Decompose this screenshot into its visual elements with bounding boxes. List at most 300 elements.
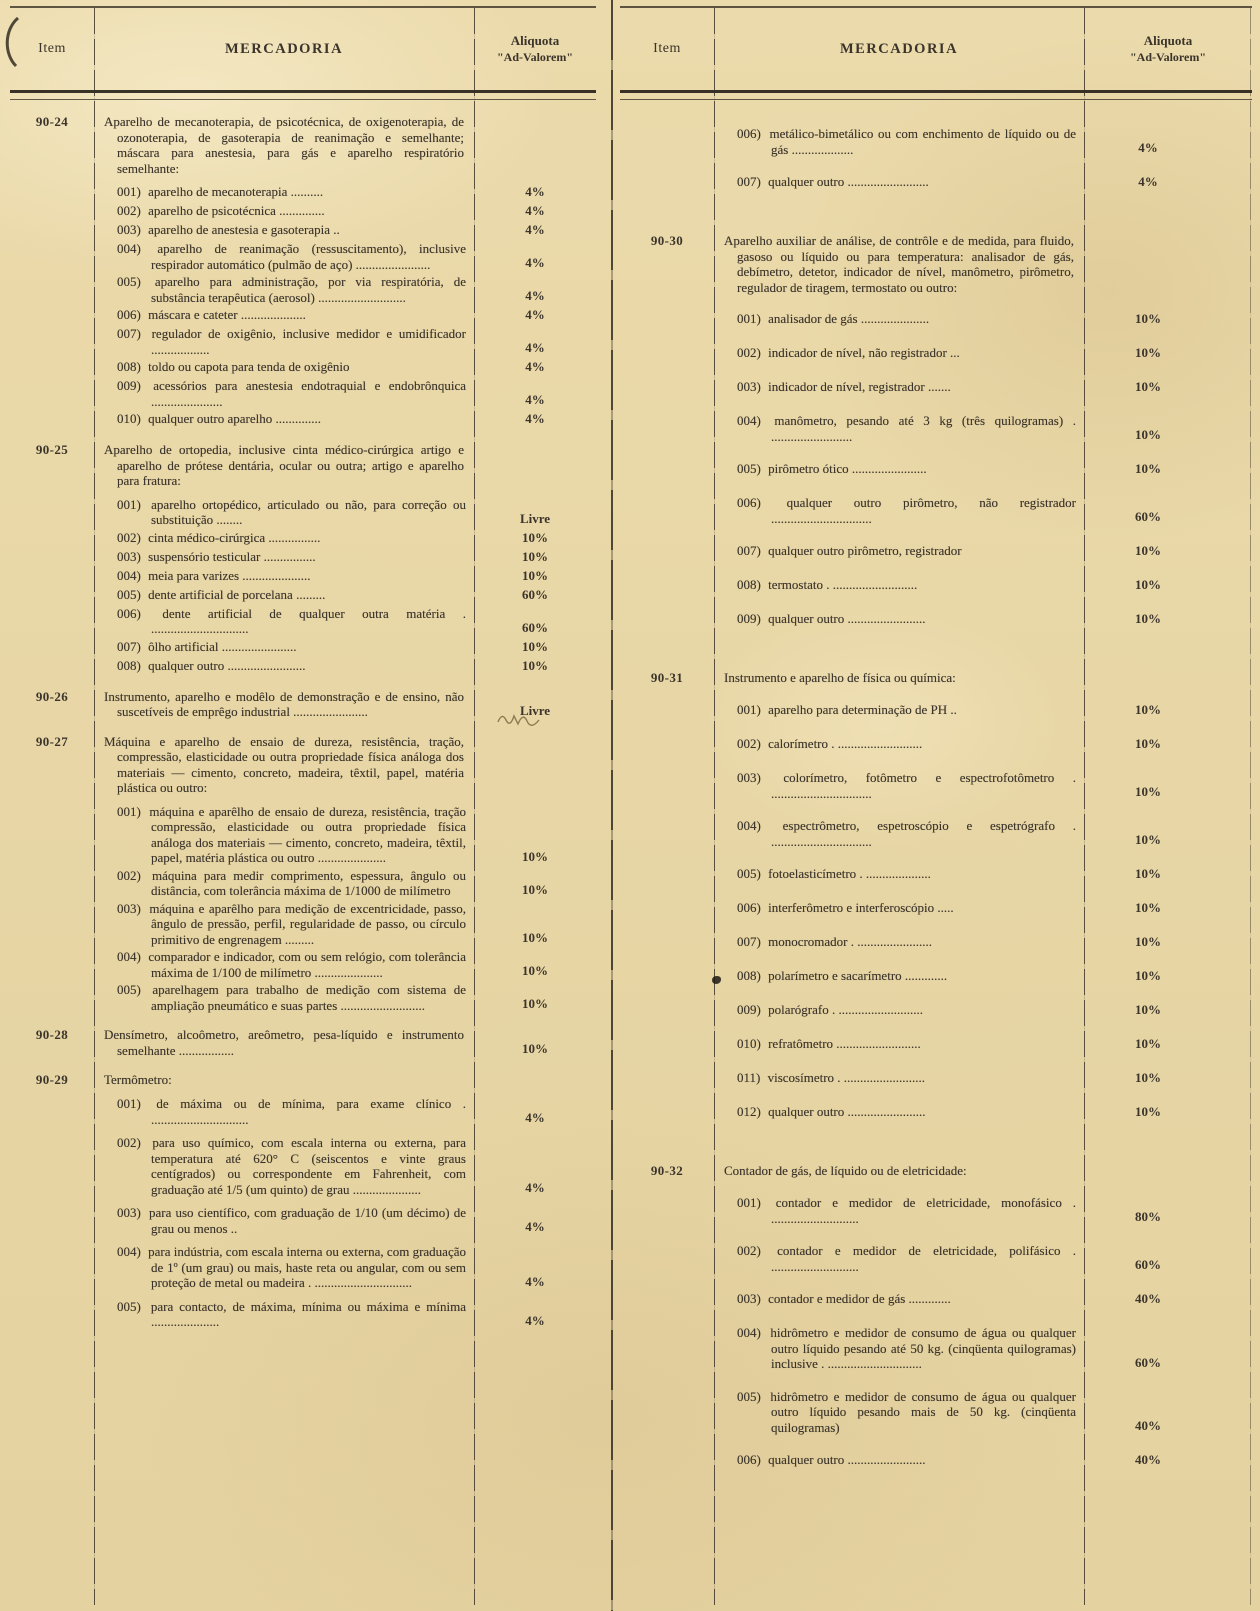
header-aliquota-line1: Aliquota — [510, 33, 560, 48]
subitem — [94, 241, 474, 272]
subitem-rate: 4% — [525, 288, 545, 303]
item-code-spacer — [620, 1036, 714, 1053]
subitem — [94, 1244, 474, 1291]
tariff-subitem-row — [10, 411, 596, 428]
subitem-code: 004) — [117, 241, 141, 256]
header-aliquota-label — [1084, 32, 1252, 66]
subitem-text: qualquer outro ........................ — [768, 1452, 926, 1467]
subitem — [714, 1389, 1084, 1436]
entry-item-code: 90-26 — [35, 688, 69, 704]
subitem — [94, 568, 474, 585]
item-code-spacer — [10, 184, 94, 201]
tariff-subitem-row — [10, 241, 596, 272]
subitem-text: para indústria, com escala interna ou externa, com graduação de 1º (um grau) ou mais, haste reta ou angular, com ou sem proteção de metal ou madeira . .............................. — [148, 1244, 466, 1290]
subitem-text: refratômetro .......................... — [768, 1036, 921, 1051]
subitem-text: aparelho de anestesia e gasoterapia .. — [148, 222, 340, 237]
item-code-spacer — [620, 495, 714, 526]
tariff-entry — [10, 1027, 596, 1058]
entry-description: Aparelho auxiliar de análise, de contrôle e de medida, para fluido, gasoso ou líquido ou para temperatura: analisador de gás, debímetro, detetor, indicador de nível, manômetro, pirômetro, regulador de tiragem, termostato ou outro: — [724, 233, 1074, 295]
subitem-code: 007) — [117, 326, 141, 341]
subitem-text: qualquer outro ........................ — [148, 657, 306, 673]
item-code-spacer — [10, 530, 94, 547]
entry-rate: Livre — [519, 702, 551, 718]
subitem-rate: 10% — [1135, 968, 1161, 983]
tariff-entry — [10, 1072, 596, 1330]
subitem-text: hidrômetro e medidor de consumo de água ou qualquer outro líquido pesando mais de 50 kg. (cinqüenta quilogramas) — [770, 1388, 1077, 1435]
subitem — [714, 1452, 1084, 1469]
item-code-spacer — [620, 1195, 714, 1226]
subitem — [714, 345, 1084, 362]
subitem — [94, 1299, 474, 1330]
header-item-label: Item — [653, 41, 681, 56]
subitem-code: 006) — [117, 605, 141, 621]
subitem-rate: 4% — [1138, 174, 1158, 189]
subitem-rate: 4% — [525, 1273, 545, 1289]
item-code-spacer — [620, 1389, 714, 1436]
subitem-code: 002) — [737, 736, 761, 751]
header-advalorem-line2: "Ad-Valorem" — [1130, 50, 1206, 64]
subitem-code: 001) — [737, 702, 761, 717]
subitem-rate: 10% — [1135, 1070, 1161, 1085]
subitem — [94, 307, 474, 324]
subitem — [94, 359, 474, 376]
entry-description: Aparelho de ortopedia, inclusive cinta médico-cirúrgica artigo e aparelho de prótese dentária, ocular ou outra; artigo e aparelho para fratura: — [104, 442, 464, 488]
subitem-text: aparelho para determinação de PH .. — [768, 702, 957, 717]
item-code-spacer — [10, 658, 94, 675]
item-code-spacer — [620, 461, 714, 478]
subitem-code: 002) — [117, 529, 141, 545]
subitem-rate: 10% — [522, 529, 548, 545]
item-code-spacer — [10, 901, 94, 948]
entry-description: Densímetro, alcoômetro, areômetro, pesa-líquido e instrumento semelhante ................. — [104, 1027, 464, 1058]
subitem-rate: 10% — [1135, 934, 1161, 949]
subitem-code: 003) — [117, 222, 141, 237]
item-code-spacer — [620, 413, 714, 444]
subitem-rate: 10% — [1135, 379, 1161, 394]
subitem-text: polarímetro e sacarímetro ............. — [768, 968, 948, 983]
tariff-subitem-row — [10, 326, 596, 357]
subitem-rate: 4% — [525, 184, 545, 199]
entry-description: Instrumento e aparelho de física ou química: — [724, 670, 956, 685]
item-code-spacer — [620, 702, 714, 719]
subitem-code: 007) — [737, 543, 761, 558]
subitem-code: 001) — [117, 1096, 141, 1111]
subitem — [714, 577, 1084, 594]
subitem-code: 004) — [737, 1325, 761, 1340]
item-code-spacer — [10, 1244, 94, 1291]
subitem-code: 001) — [117, 496, 141, 512]
subitem-rate: 4% — [525, 392, 545, 407]
subitem-rate: 10% — [1135, 866, 1161, 881]
header-mercadoria-label: MERCADORIA — [224, 40, 344, 57]
subitem-code: 005) — [737, 866, 761, 881]
subitem-rate: 4% — [525, 1219, 545, 1234]
entry-item-code: 90-31 — [650, 670, 684, 685]
item-code-spacer — [10, 1135, 94, 1197]
item-code-spacer — [620, 345, 714, 362]
subitem — [94, 868, 474, 899]
entry-heading-row — [10, 689, 596, 720]
subitem-rate: 10% — [1135, 461, 1161, 476]
subitem-code: 008) — [117, 359, 141, 374]
item-code-spacer — [620, 543, 714, 560]
subitem-rate: 60% — [1135, 1257, 1161, 1272]
header-aliquota-line1: Aliquota — [1143, 33, 1193, 48]
subitem-text: para uso químico, com escala interna ou externa, para temperatura até 620° C (seiscentos e vinte graus centígrados) ou correspondente em Fahrenheit, com graduação até 1/5 (um quinto) de grau ..................... — [151, 1135, 466, 1197]
subitem-rate: 10% — [1135, 345, 1161, 360]
entry-rate — [474, 488, 596, 489]
subitem-rate: 10% — [522, 881, 548, 897]
entry-item-code: 90-28 — [35, 1027, 69, 1042]
tariff-entry — [10, 114, 596, 428]
entry-item-code: 90-25 — [35, 442, 69, 457]
subitem-code: 003) — [737, 379, 761, 394]
subitem-rate: 10% — [1135, 832, 1161, 847]
tariff-subitem-row — [10, 222, 596, 239]
tariff-entry — [10, 734, 596, 1014]
subitem-text: calorímetro . .......................... — [768, 736, 923, 751]
subitem-code: 001) — [737, 1195, 761, 1210]
header-mercadoria-label: MERCADORIA — [839, 40, 959, 57]
subitem-rate: 4% — [525, 255, 545, 270]
subitem-code: 003) — [737, 770, 761, 785]
subitem — [714, 1036, 1084, 1053]
item-code-spacer — [10, 568, 94, 585]
tariff-subitem-row — [10, 497, 596, 528]
subitem-text: qualquer outro aparelho .............. — [148, 411, 322, 426]
tariff-subitem-row — [10, 184, 596, 201]
entry-description: Termômetro: — [104, 1072, 172, 1087]
subitem — [714, 1243, 1084, 1274]
subitem — [714, 126, 1084, 157]
subitem-text: aparelho de reanimação (ressuscitamento), inclusive respirador automático (pulmão de aço) ....................... — [151, 241, 466, 272]
subitem — [94, 1096, 474, 1127]
subitem-code: 009) — [737, 611, 761, 626]
subitem — [94, 639, 474, 656]
subitem — [94, 378, 474, 409]
subitem-text: comparador e indicador, com ou sem relógio, com tolerância máxima de 1/100 de milímetro ..................... — [148, 949, 466, 980]
item-code-spacer — [10, 241, 94, 272]
subitem-code: 007) — [737, 174, 761, 189]
item-code-spacer — [620, 1291, 714, 1308]
item-code-spacer — [620, 174, 714, 191]
subitem-rate: 10% — [1135, 427, 1161, 442]
entry-heading-row — [10, 734, 596, 796]
subitem-text: toldo ou capota para tenda de oxigênio — [148, 359, 350, 374]
item-code-spacer — [620, 866, 714, 883]
tariff-subitem-row — [10, 804, 596, 866]
subitem-text: polarógrafo . .......................... — [768, 1002, 923, 1017]
subitem — [714, 770, 1084, 801]
item-code-spacer — [620, 379, 714, 396]
tariff-subitem-row — [10, 568, 596, 585]
subitem — [714, 413, 1084, 444]
subitem-text: ôlho artificial ....................... — [148, 638, 297, 654]
subitem-code: 010) — [737, 1036, 761, 1051]
entry-item-code: 90-30 — [650, 233, 684, 248]
subitem-text: máquina para medir comprimento, espessura, ângulo ou distância, com tolerância máxima de 1/1000 de milímetro — [151, 867, 466, 898]
subitem-code: 003) — [117, 1205, 141, 1220]
entry-heading-row — [10, 1027, 596, 1058]
subitem — [94, 326, 474, 357]
subitem-code: 002) — [737, 345, 761, 360]
subitem-code: 006) — [117, 307, 141, 322]
subitem-text: suspensório testicular ................ — [148, 548, 316, 564]
table-right-half — [620, 6, 1252, 1605]
subitem-rate: 4% — [525, 1180, 545, 1195]
subitem-text: hidrômetro e medidor de consumo de água ou qualquer outro líquido pesando até 50 kg. (cinqüenta quilogramas) inclusive . ............................. — [770, 1325, 1077, 1371]
subitem-text: qualquer outro ........................ — [768, 611, 926, 626]
subitem-rate: 10% — [522, 963, 548, 978]
subitem-code: 009) — [117, 378, 141, 393]
subitem-text: máquina e aparêlho para medição de excentricidade, passo, ângulo de pressão, perfil, regularidade de passo, ou círculo primitivo de engrenagem ......... — [149, 900, 467, 947]
subitem-text: aparelho de mecanoterapia .......... — [148, 184, 324, 199]
subitem-rate: 10% — [1135, 577, 1161, 592]
subitem-text: pirômetro ótico ....................... — [768, 461, 927, 476]
subitem-rate: 4% — [525, 340, 545, 355]
entry-item-code: 90-24 — [35, 114, 69, 129]
subitem-code: 005) — [737, 1388, 761, 1404]
subitem-rate: 4% — [525, 307, 545, 322]
subitem-code: 004) — [117, 949, 141, 964]
item-code-spacer — [10, 1299, 94, 1330]
subitem-text: viscosímetro . ......................... — [767, 1070, 926, 1085]
subitem-rate: 10% — [1135, 900, 1161, 915]
item-code-spacer — [10, 1205, 94, 1236]
subitem-code: 003) — [117, 900, 141, 916]
item-code-spacer — [620, 1070, 714, 1087]
subitem-text: qualquer outro ......................... — [768, 174, 929, 189]
subitem — [714, 702, 1084, 719]
subitem — [714, 1002, 1084, 1019]
subitem-text: contador e medidor de eletricidade, monofásico . ........................... — [771, 1195, 1077, 1226]
entry-description: Contador de gás, de líquido ou de eletricidade: — [724, 1163, 967, 1178]
subitem — [94, 658, 474, 675]
subitem-rate: 10% — [1135, 311, 1161, 326]
subitem-code: 001) — [737, 311, 761, 326]
subitem-rate: 10% — [1135, 543, 1161, 558]
item-code-spacer — [10, 378, 94, 409]
subitem — [94, 184, 474, 201]
subitem-code: 005) — [117, 1298, 141, 1314]
subitem-code: 001) — [117, 803, 141, 819]
subitem-rate: 4% — [525, 1312, 545, 1328]
subitem-text: regulador de oxigênio, inclusive medidor e umidificador .................. — [151, 326, 467, 357]
subitem-code: 002) — [117, 1135, 141, 1150]
subitem-rate: 10% — [1135, 702, 1161, 717]
subitem-text: acessórios para anestesia endotraquial e endobrônquica ...................... — [151, 378, 466, 409]
subitem-code: 005) — [117, 586, 141, 602]
subitem-code: 006) — [737, 495, 761, 510]
tariff-subitem-row — [10, 1205, 596, 1236]
subitem-code: 002) — [737, 1243, 761, 1258]
subitem-code: 005) — [737, 461, 761, 476]
item-code-spacer — [10, 982, 94, 1013]
subitem-rate: 10% — [1135, 784, 1161, 799]
subitem — [714, 1104, 1084, 1121]
subitem-rate: 10% — [522, 638, 548, 654]
subitem-code: 003) — [737, 1291, 761, 1306]
subitem-code: 003) — [117, 548, 141, 564]
subitem — [94, 982, 474, 1013]
item-code-spacer — [10, 203, 94, 220]
item-code-spacer — [620, 311, 714, 328]
subitem-rate: 10% — [1135, 736, 1161, 751]
entry-rate — [1084, 294, 1252, 295]
subitem-text: para contacto, de máxima, mínima ou máxima e mínima ..................... — [150, 1298, 467, 1329]
center-column-divider — [611, 0, 613, 1611]
subitem-text: interferômetro e interferoscópio ..... — [768, 900, 954, 915]
subitem-text: meia para varizes ..................... — [148, 567, 311, 583]
subitem — [714, 611, 1084, 628]
subitem-rate: 10% — [1135, 1002, 1161, 1017]
item-code-spacer — [620, 736, 714, 753]
subitem-code: 010) — [117, 411, 141, 426]
tariff-subitem-row — [10, 359, 596, 376]
subitem-code: 005) — [117, 274, 141, 289]
subitem — [714, 311, 1084, 328]
subitem-rate: 10% — [522, 567, 548, 583]
entry-rate — [1084, 1178, 1252, 1179]
tariff-subitem-row — [10, 378, 596, 409]
subitem-code: 006) — [737, 126, 761, 141]
header-item-label: Item — [38, 41, 66, 56]
subitem-text: contador e medidor de eletricidade, polifásico . ........................... — [771, 1243, 1077, 1274]
item-code-spacer — [10, 549, 94, 566]
subitem-rate: 4% — [1138, 140, 1158, 155]
subitem-text: manômetro, pesando até 3 kg (três quilogramas) . ......................... — [771, 413, 1076, 444]
subitem — [94, 549, 474, 566]
entry-rate — [1084, 685, 1252, 686]
entries-left — [10, 100, 596, 1330]
subitem — [714, 495, 1084, 526]
entry-item-code: 90-29 — [35, 1072, 69, 1087]
subitem-code: 005) — [117, 982, 141, 997]
subitem — [714, 1325, 1084, 1372]
subitem — [714, 1195, 1084, 1226]
subitem — [714, 818, 1084, 849]
item-code-spacer — [10, 411, 94, 428]
subitem-rate: 60% — [1135, 1354, 1161, 1370]
tariff-entry — [10, 442, 596, 675]
tariff-subitem-row — [10, 949, 596, 980]
header-aliquota-label — [474, 32, 596, 66]
subitem-code: 008) — [737, 968, 761, 983]
subitem-rate: 4% — [525, 359, 545, 374]
subitem-code: 012) — [737, 1104, 761, 1119]
item-code-spacer — [10, 639, 94, 656]
subitem-code: 006) — [737, 1452, 761, 1467]
rate-column-divider — [474, 8, 475, 1605]
subitem — [94, 1205, 474, 1236]
subitem — [94, 203, 474, 220]
subitem-text: máscara e cateter .................... — [148, 307, 306, 322]
subitem — [94, 274, 474, 305]
subitem-text: para uso científico, com graduação de 1/10 (um décimo) de grau ou menos .. — [148, 1205, 466, 1236]
subitem-text: qualquer outro pirômetro, registrador — [768, 543, 962, 558]
subitem — [94, 606, 474, 637]
subitem-text: de máxima ou de mínima, para exame clínico . .............................. — [151, 1096, 466, 1127]
subitem-code: 004) — [117, 1244, 141, 1259]
entry-description: Máquina e aparelho de ensaio de dureza, resistência, tração, compressão, elasticidade ou outra propriedade física análoga dos materiais — cimento, concreto, madeira, têxtil, papel, matéria plástica ou outro: — [104, 733, 464, 795]
subitem — [714, 1291, 1084, 1308]
tariff-subitem-row — [10, 868, 596, 899]
subitem-rate: 80% — [1135, 1209, 1161, 1224]
subitem-rate: 10% — [1135, 1036, 1161, 1051]
subitem-code: 009) — [737, 1002, 761, 1017]
subitem — [94, 530, 474, 547]
table-header-left — [10, 8, 596, 90]
tariff-subitem-row — [10, 606, 596, 637]
item-column-divider — [94, 8, 95, 1605]
subitem-rate: 10% — [1135, 611, 1161, 626]
subitem-text: dente artificial de qualquer outra matéria . .............................. — [151, 605, 466, 636]
entry-heading-row — [10, 1072, 596, 1088]
item-code-spacer — [620, 934, 714, 951]
subitem — [94, 901, 474, 948]
entry-item-code: 90-27 — [35, 733, 69, 749]
item-code-spacer — [620, 1002, 714, 1019]
item-code-spacer — [620, 1452, 714, 1469]
item-code-spacer — [10, 587, 94, 604]
item-code-spacer — [10, 274, 94, 305]
subitem-text: monocromador . ....................... — [768, 934, 933, 949]
item-code-spacer — [620, 818, 714, 849]
subitem-text: contador e medidor de gás ............. — [768, 1291, 951, 1306]
item-code-spacer — [10, 326, 94, 357]
entry-heading-row — [10, 114, 596, 176]
subitem — [714, 900, 1084, 917]
subitem — [94, 1135, 474, 1197]
tariff-subitem-row — [10, 1135, 596, 1197]
subitem-rate: 60% — [522, 619, 548, 635]
subitem — [714, 1070, 1084, 1087]
subitem-rate: Livre — [519, 510, 551, 526]
subitem-rate: 4% — [525, 222, 545, 237]
subitem-text: colorímetro, fotômetro e espectrofotômetro . ............................... — [771, 770, 1076, 801]
tariff-subitem-row — [10, 587, 596, 604]
subitem-text: metálico-bimetálico ou com enchimento de líquido ou de gás ................... — [769, 126, 1077, 157]
subitem — [714, 866, 1084, 883]
item-code-spacer — [620, 770, 714, 801]
subitem-code: 004) — [737, 413, 761, 428]
subitem-code: 007) — [737, 934, 761, 949]
item-code-spacer — [620, 126, 714, 157]
tariff-subitem-row — [10, 1244, 596, 1291]
tariff-subitem-row — [10, 203, 596, 220]
tariff-subitem-row — [10, 549, 596, 566]
subitem-rate: 4% — [525, 411, 545, 426]
subitem — [94, 222, 474, 239]
table-left-half — [10, 6, 596, 1605]
subitem-rate: 10% — [1135, 1104, 1161, 1119]
subitem-code: 004) — [117, 567, 141, 583]
subitem — [714, 461, 1084, 478]
subitem-rate: 10% — [522, 657, 548, 673]
subitem-rate: 10% — [522, 930, 548, 945]
item-column-divider — [714, 8, 715, 1605]
item-code-spacer — [620, 577, 714, 594]
item-code-spacer — [620, 900, 714, 917]
subitem-text: aparelho de psicotécnica .............. — [148, 203, 325, 218]
subitem-code: 006) — [737, 900, 761, 915]
entry-rate — [474, 1087, 596, 1088]
subitem — [714, 174, 1084, 191]
subitem — [714, 379, 1084, 396]
rate-column-divider — [1084, 8, 1085, 1605]
subitem-text: termostato . .......................... — [768, 577, 918, 592]
subitem-text: qualquer outro pirômetro, não registrador ............................... — [771, 495, 1077, 526]
